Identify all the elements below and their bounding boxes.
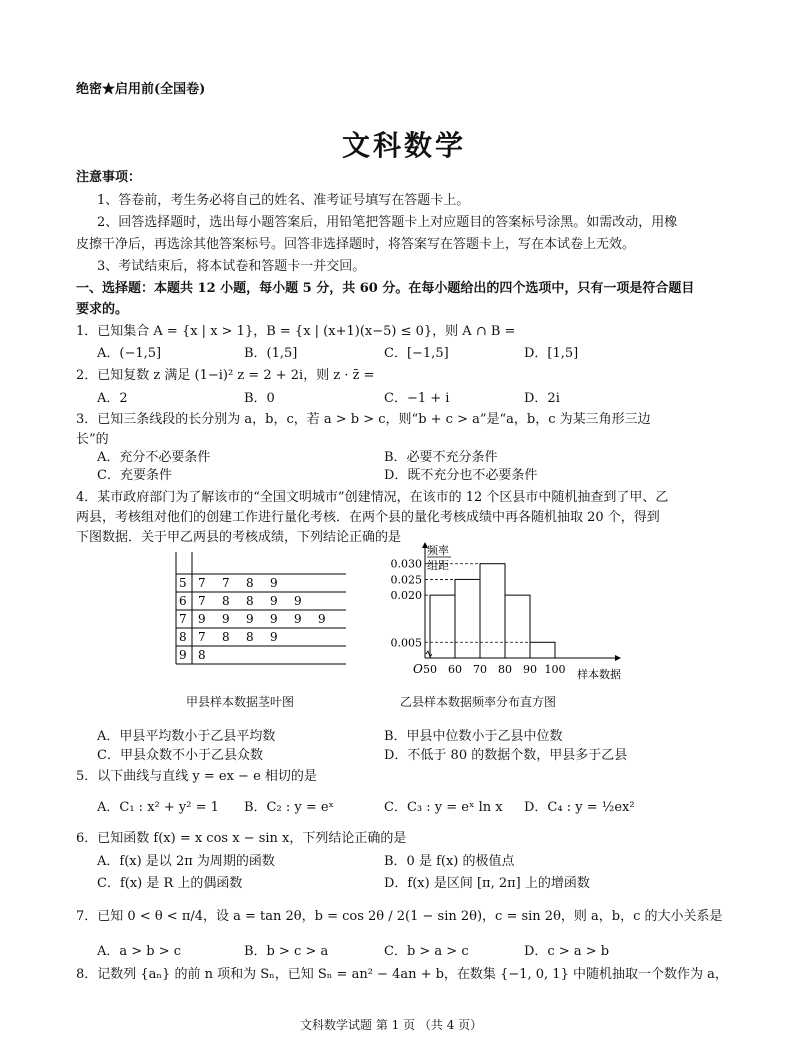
leaf-value: 7 (222, 576, 230, 590)
x-tick-label: 70 (473, 663, 487, 676)
stem-value: 6 (179, 594, 187, 608)
page-footer: 文科数学试题 第 1 页 （共 4 页） (300, 1018, 483, 1032)
leaf-value: 8 (246, 576, 254, 590)
question-3-stem-cont: 长”的 (76, 432, 109, 447)
x-axis-label: 样本数据 (577, 668, 621, 681)
q4-option-c: C．甲县众数不小于乙县众数 (97, 748, 263, 763)
q2-option-c: C．−1 + i (384, 391, 450, 406)
leaf-value: 9 (270, 612, 278, 626)
leaf-value: 9 (294, 612, 302, 626)
section-heading-cont: 要求的。 (76, 302, 129, 317)
question-6-stem: 6．已知函数 f(x) = x cos x − sin x，下列结论正确的是 (76, 831, 407, 846)
question-4-stem: 4．某市政府部门为了解该市的“全国文明城市”创建情况，在该市的 12 个区县市中随机抽查到了甲、乙 (76, 490, 669, 505)
x-tick-label: 60 (448, 663, 462, 676)
stem-value: 5 (179, 576, 187, 590)
stem-value: 9 (179, 648, 187, 662)
x-tick-label: 50 (423, 663, 437, 676)
q7-option-c: C．b > a > c (384, 944, 469, 959)
leaf-value: 8 (222, 630, 230, 644)
q1-option-b: B．(1,5] (244, 346, 298, 361)
leaf-value: 8 (246, 630, 254, 644)
q7-option-b: B．b > c > a (244, 944, 329, 959)
notice-item: 1、答卷前，考生务必将自己的姓名、准考证号填写在答题卡上。 (97, 193, 470, 208)
question-5-stem: 5．以下曲线与直线 y = ex − e 相切的是 (76, 769, 317, 784)
stem-leaf-caption: 甲县样本数据茎叶图 (186, 695, 295, 709)
leaf-value: 9 (270, 630, 278, 644)
leaf-value: 9 (270, 594, 278, 608)
q7-option-d: D．c > a > b (524, 944, 610, 959)
q3-option-d: D．既不充分也不必要条件 (384, 468, 538, 483)
q2-option-d: D．2i (524, 391, 560, 406)
q4-option-a: A．甲县平均数小于乙县平均数 (97, 729, 276, 744)
leaf-value: 8 (198, 648, 206, 662)
notice-item: 2、回答选择题时，选出每小题答案后，用铅笔把答题卡上对应题目的答案标号涂黑。如需改动，用橡 (97, 215, 678, 230)
confidential-label: 绝密★启用前(全国卷) (76, 82, 206, 97)
histogram-chart (380, 540, 630, 690)
x-tick-label: 100 (544, 663, 566, 676)
question-1-stem: 1．已知集合 A = {x | x > 1}，B = {x | (x+1)(x−5) ≤ 0}，则 A ∩ B = (76, 324, 516, 339)
q6-option-a: A．f(x) 是以 2π 为周期的函数 (97, 854, 275, 869)
q3-option-c: C．充要条件 (97, 468, 172, 483)
leaf-value: 7 (198, 576, 206, 590)
y-axis-label-denominator: 组距 (427, 559, 449, 572)
page-title: 文科数学 (342, 129, 467, 162)
q5-option-b: B．C₂ : y = eˣ (244, 800, 335, 815)
question-4-stem-cont2: 下图数据．关于甲乙两县的考核成绩，下列结论正确的是 (76, 530, 402, 545)
y-tick-label: 0.030 (390, 557, 422, 571)
x-axis-arrow (615, 655, 621, 661)
leaf-value: 9 (294, 594, 302, 608)
leaf-value: 9 (318, 612, 326, 626)
question-4-stem-cont: 两县，考核组对他们的创建工作进行量化考核．在两个县的量化考核成绩中再各随机抽取 20 个，得到 (76, 510, 660, 525)
q5-option-c: C．C₃ : y = eˣ ln x (384, 800, 503, 815)
histogram-bar (480, 564, 505, 658)
notice-heading: 注意事项： (76, 170, 142, 185)
q6-option-d: D．f(x) 是区间 [π, 2π] 上的增函数 (384, 876, 590, 891)
q5-option-d: D．C₄ : y = ½ex² (524, 800, 635, 815)
q1-option-a: A．(−1,5] (97, 346, 162, 361)
stem-leaf-plot (160, 548, 360, 673)
q4-option-d: D．不低于 80 的数据个数，甲县多于乙县 (384, 748, 628, 763)
y-tick-label: 0.020 (390, 589, 422, 603)
histogram-bar (505, 595, 530, 658)
leaf-value: 8 (246, 594, 254, 608)
x-tick-label: 80 (498, 663, 512, 676)
axis-break (426, 651, 432, 657)
question-7-stem: 7．已知 0 < θ < π/4，设 a = tan 2θ，b = cos 2θ / 2(1 − sin 2θ)，c = sin 2θ，则 a，b，c 的大小关系是 (76, 909, 723, 924)
question-2-stem: 2．已知复数 z 满足 (1−i)² z = 2 + 2i，则 z · z̄ = (76, 368, 375, 383)
question-3-stem: 3．已知三条线段的长分别为 a，b，c，若 a > b > c，则“b + c > a”是“a，b，c 为某三角形三边 (76, 412, 651, 427)
q7-option-a: A．a > b > c (97, 944, 182, 959)
leaf-value: 9 (246, 612, 254, 626)
x-tick-label: 90 (523, 663, 537, 676)
y-tick-label: 0.005 (390, 636, 422, 650)
q3-option-a: A．充分不必要条件 (97, 450, 211, 465)
q1-option-d: D．[1,5] (524, 346, 579, 361)
section-heading: 一、选择题：本题共 12 小题，每小题 5 分，共 60 分。在每小题给出的四个选项中，只有一项是符合题目 (76, 281, 695, 296)
leaf-value: 7 (198, 630, 206, 644)
histogram-caption: 乙县样本数据频率分布直方图 (400, 695, 557, 709)
q6-option-c: C．f(x) 是 R 上的偶函数 (97, 876, 243, 891)
stem-leaf-values (179, 576, 326, 662)
leaf-value: 7 (198, 594, 206, 608)
q5-option-a: A．C₁ : x² + y² = 1 (97, 800, 219, 815)
question-8-stem: 8．记数列 {aₙ} 的前 n 项和为 Sₙ，已知 Sₙ = an² − 4an + b，在数集 {−1, 0, 1} 中随机抽取一个数作为 a， (76, 967, 728, 982)
histogram-bar (455, 579, 480, 658)
q2-option-b: B．0 (244, 391, 275, 406)
histogram-bar (430, 595, 455, 658)
leaf-value: 9 (270, 576, 278, 590)
stem-value: 8 (179, 630, 187, 644)
q1-option-c: C．[−1,5] (384, 346, 449, 361)
histogram-marks (391, 542, 622, 681)
q4-option-b: B．甲县中位数小于乙县中位数 (384, 729, 563, 744)
histogram-bar (530, 642, 555, 658)
q2-option-a: A．2 (97, 391, 128, 406)
y-axis-label: 频率 (427, 544, 449, 557)
leaf-value: 9 (222, 612, 230, 626)
q3-option-b: B．必要不充分条件 (384, 450, 498, 465)
q6-option-b: B．0 是 f(x) 的极值点 (384, 854, 515, 869)
leaf-value: 9 (198, 612, 206, 626)
origin-label: O (413, 662, 423, 676)
notice-item: 3、考试结束后，将本试卷和答题卡一并交回。 (97, 259, 366, 274)
notice-item: 皮擦干净后，再选涂其他答案标号。回答非选择题时，将答案写在答题卡上，写在本试卷上无效。 (76, 237, 636, 252)
y-tick-label: 0.025 (390, 573, 422, 587)
leaf-value: 8 (222, 594, 230, 608)
stem-value: 7 (179, 612, 187, 626)
